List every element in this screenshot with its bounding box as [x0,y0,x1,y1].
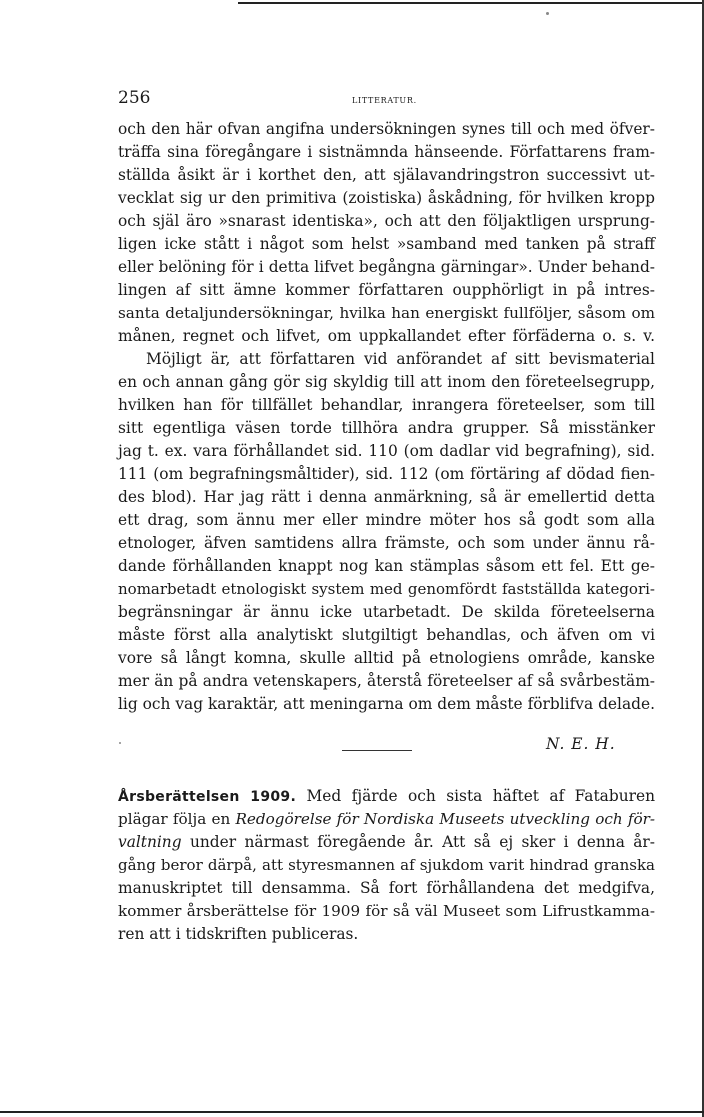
publication-title: valtning [118,833,182,851]
text-line: 111 (om begrafningsmåltider), sid. 112 (om förtäring af dödad fien- [118,465,655,483]
text-line: lig och vag karaktär, att meningarna om dem måste förblifva delade. [118,695,655,713]
text-span: plägar följa en [118,810,236,828]
text-line: mer än på andra vetenskapers, återstå företeelser af så svårbestäm- [118,672,655,690]
text-line: eller belöning för i detta lifvet begångna gärningar». Under behand- [118,258,655,276]
running-head: LITTERATUR. [352,96,417,105]
text-line: vecklat sig ur den primitiva (zoistiska) åskådning, för hvilken kropp [118,189,655,207]
text-line: nomarbetadt etnologiskt system med genomfördt fastställda kategori- [118,580,655,598]
text-line: en och annan gång gör sig skyldig till att inom den företeelsegrupp, [118,373,655,391]
text-line: etnologer, äfven samtidens allra främste, och som under ännu rå- [118,534,655,552]
text-line: och själ äro »snarast identiska», och att den följaktligen ursprung- [118,212,655,230]
text-line: måste först alla analytiskt slutgiltigt behandlas, och äfven om vi [118,626,655,644]
text-line: santa detaljundersökningar, hvilka han energiskt fullföljer, såsom om [118,304,655,322]
text-line [118,808,655,831]
section-divider [342,750,412,751]
text-span: Med fjärde och sista häftet af Fataburen [306,787,655,805]
scan-speck [546,12,549,15]
text-line [118,831,655,854]
text-line: och den här ofvan angifna undersökningen synes till och med öfver- [118,120,655,138]
review-signature: N. E. H. [546,735,616,753]
page-number: 256 [118,88,151,108]
text-line: ett drag, som ännu mer eller mindre möter hos så godt som alla [118,511,655,529]
scan-speck [119,742,121,744]
text-line: des blod). Har jag rätt i denna anmärkning, så är emellertid detta [118,488,655,506]
text-line: lingen af sitt ämne kommer författaren oupphörligt in på intres- [118,281,655,299]
text-line: jag t. ex. vara förhållandet sid. 110 (om dadlar vid begrafning), sid. [118,442,655,460]
scan-bottom-edge [0,1111,704,1113]
text-line: vore så långt komna, skulle alltid på etnologiens område, kanske [118,649,655,667]
publication-title: Redogörelse för Nordiska Museets utveckling och för- [235,810,655,828]
scan-top-edge [238,2,704,4]
text-line: sitt egentliga väsen torde tillhöra andra grupper. Så misstänker [118,419,655,437]
text-line: kommer årsberättelse för 1909 för så väl Museet som Lifrustkamma- [118,902,655,920]
text-line: Möjligt är, att författaren vid anförandet af sitt bevismaterial [146,350,655,368]
text-line: ligen icke stått i något som helst »samband med tanken på straff [118,235,655,253]
text-line: manuskriptet till densamma. Så fort förhållandena det medgifva, [118,879,655,897]
text-line: månen, regnet och lifvet, om uppkallandet efter förfäderna o. s. v. [118,327,655,345]
text-line: ren att i tidskriften publiceras. [118,925,359,943]
section-heading: Årsberättelsen 1909. [118,789,297,805]
text-line [118,785,655,809]
text-line: ställda åsikt är i korthet den, att själavandringstron successivt ut- [118,166,655,184]
text-line: dande förhållanden knappt nog kan stämplas såsom ett fel. Ett ge- [118,557,655,575]
text-line: begränsningar är ännu icke utarbetadt. De skilda företeelserna [118,603,655,621]
text-line: träffa sina föregångare i sistnämnda hänseende. Författarens fram- [118,143,655,161]
text-span: under närmast föregående år. Att så ej sker i denna år- [181,833,655,851]
text-line: hvilken han för tillfället behandlar, inrangera företeelser, som till [118,396,655,414]
text-line: gång beror därpå, att styresmannen af sjukdom varit hindrad granska [118,856,655,874]
